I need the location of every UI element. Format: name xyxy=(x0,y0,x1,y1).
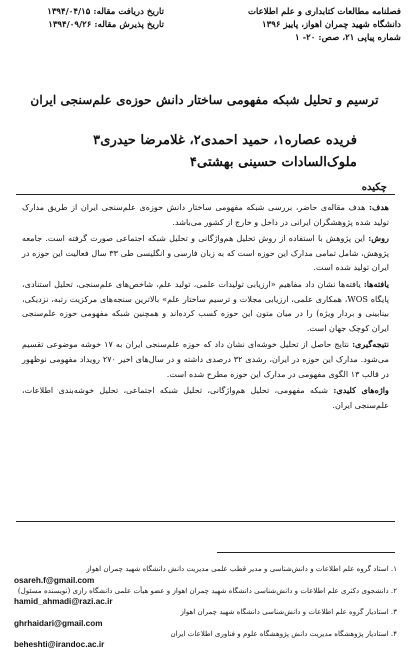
goal-text: هدف مقاله‌ی حاضر، بررسی شبکه مفهومی ساختار دانش حوزه‌ی علم‌سنجی ایران از طریق مدارک تولید شده پژوهشگران ایرانی در داخل و خارج از کشور می‌باشد. xyxy=(22,202,389,227)
footnote-1: ۱. استاد گروه علم اطلاعات و دانش‌شناسی و مدیر قطب علمی مدیریت دانش دانشگاه شهید چمران اهواز xyxy=(86,564,397,573)
abstract-heading: چکیده xyxy=(361,182,387,193)
footnotes xyxy=(14,564,397,650)
footnote-2-email: hamid_ahmadi@razi.ac.ir xyxy=(14,597,113,607)
method-text: این پژوهش با استفاده از روش تحلیل هم‌واژگانی و تحلیل شبکه اجتماعی صورت گرفته است. جامعه پژوهش، شامل تمامی مدارک این حوزه است که به زبان فارسی و انگلیسی طی ۳۳ سال فعالیت این حوزه در ایران تولید شده است. xyxy=(22,233,389,273)
journal-issue: شماره پیاپی ۲۱، صص: ۲۰- ۱ xyxy=(294,33,401,43)
abstract-goal xyxy=(22,200,389,229)
abstract-keywords xyxy=(22,383,389,412)
abstract-findings xyxy=(22,277,389,335)
conclusion-text: نتایج حاصل از تحلیل خوشه‌ای نشان داد که حوزه علم‌سنجی ایران به ۱۷ خوشه موضوعی تقسیم می‌شود. مدارک این حوزه در ایران، رشدی ۳۲ درصدی داشته و در سال‌های اخیر ۲۷۰ رویداد مفهومی نوظهور در قالب ۱۳ الگوی مفهومی در مدارک این حوزه مطرح شده است. xyxy=(22,339,389,379)
footnote-2: ۲. دانشجوی دکتری علم اطلاعات و دانش‌شناسی دانشگاه شهید چمران اهواز و عضو هیأت علمی دانشگاه رازی (نویسنده مسئول) xyxy=(17,585,397,595)
keywords-text: شبکه مفهومی، تحلیل هم‌واژگانی، تحلیل شبکه اجتماعی، تحلیل خوشه‌بندی اطلاعات، علم‌سنجی ایران. xyxy=(22,385,389,410)
header xyxy=(14,6,401,64)
footnote-4: ۴. استادیار پژوهشگاه مدیریت دانش پژوهشگاه علوم و فناوری اطلاعات ایران xyxy=(170,628,397,638)
paper-title: ترسیم و تحلیل شبکه مفهومی ساختار دانش حوزه‌ی علم‌سنجی ایران xyxy=(30,93,379,107)
goal-label: هدف: xyxy=(369,202,389,212)
footnote-3-email: ghrhaidari@gmail.com xyxy=(14,618,103,628)
conclusion-label: نتیجه‌گیری: xyxy=(352,339,389,350)
accepted-date: تاریخ پذیرش مقاله: ۱۳۹۴/۰۹/۲۶ xyxy=(48,20,164,30)
footnote-4-email: beheshti@irandoc.ac.ir xyxy=(14,640,105,650)
received-date: تاریخ دریافت مقاله: ۱۳۹۴/۰۴/۱۵ xyxy=(47,7,164,17)
abstract-conclusion xyxy=(22,337,389,381)
footnote-3: ۳. استادیار گروه علم اطلاعات و دانش‌شناسی دانشگاه شهید چمران اهواز xyxy=(180,607,397,617)
findings-text: یافته‌ها نشان داد مفاهیم «ارزیابی تولیدات علمی، تولید علم، شاخص‌های علم‌سنجی، تحلیل استنادی، پایگاه WOS، همکاری علمی، ارزیابی مجلات و ترسیم ساختار علم» بالاترین سنجه‌های مرکزیت رتبه، نزدیکی، بینابینی و بردار ویژه) را در میان متون این حوزه کسب کرده‌اند و همچنین شبکه مفهومی حوزه علم‌سنجی ایران کوچک جهان است. xyxy=(22,278,389,333)
method-label: روش: xyxy=(368,233,389,244)
findings-label: یافته‌ها: xyxy=(363,278,389,289)
authors xyxy=(10,130,357,174)
journal-publisher: دانشگاه شهید چمران اهواز، پاییز ۱۳۹۶ xyxy=(262,20,401,30)
footnote-1-email: osareh.f@gmail.com xyxy=(14,575,95,585)
authors-line-1: فریده عصاره۱، حمید احمدی۲، غلامرضا حیدری۳ xyxy=(93,133,357,148)
journal-info xyxy=(161,6,401,45)
keywords-label: واژه‌های کلیدی: xyxy=(333,385,389,396)
journal-name: فصلنامه مطالعات کتابداری و علم اطلاعات xyxy=(247,7,401,17)
article-dates xyxy=(14,6,164,32)
footnote-divider xyxy=(217,552,395,553)
abstract-method xyxy=(22,231,389,275)
authors-line-2: ملوک‌السادات حسینی بهشتی۴ xyxy=(189,155,357,170)
abstract-box xyxy=(16,194,395,522)
